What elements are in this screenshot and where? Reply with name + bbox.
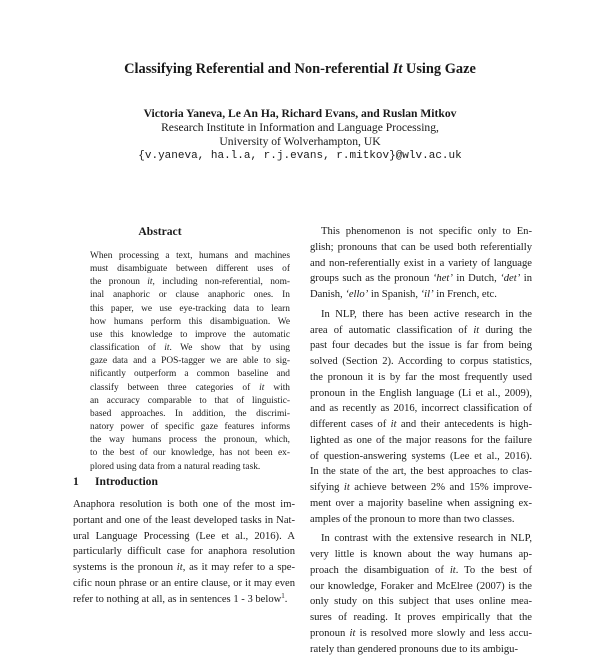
text-line <box>310 401 532 417</box>
author-emails: {v.yaneva, ha.l.a, r.j.evans, r.mitkov}@wlv.ac.uk <box>0 149 600 163</box>
text-run: particularly difficult case for anaphora resolution <box>73 546 295 557</box>
text-line <box>310 354 532 370</box>
abstract-body <box>90 250 290 474</box>
text-run: systems is the pronoun <box>73 562 177 573</box>
title-italic: It <box>393 61 403 77</box>
text-run: solved (Section 2). According to corpus statistics, <box>310 356 532 367</box>
text-line <box>90 289 290 302</box>
text-line <box>310 563 532 579</box>
text-run: sifying <box>310 482 344 493</box>
text-run: Danish, <box>310 289 345 300</box>
text-run: Anaphora resolution is both one of the most im- <box>73 499 295 510</box>
section-title: Introduction <box>95 475 158 488</box>
text-line <box>90 263 290 276</box>
text-run: in French, etc. <box>434 289 497 300</box>
text-run: . To the best of <box>456 565 532 576</box>
text-run: it <box>177 562 183 573</box>
text-line <box>310 547 532 563</box>
text-line <box>310 531 532 547</box>
text-run: an accuracy comparable to that of linguistic- <box>90 396 290 406</box>
text-line <box>90 316 290 329</box>
text-line <box>90 434 290 447</box>
paragraph <box>310 531 532 657</box>
text-run: refer to nothing at all, as in sentences 1 - 3 below <box>73 594 281 605</box>
abstract-heading: Abstract <box>90 225 230 238</box>
text-line <box>310 256 532 272</box>
text-run: pronoun in the English language (Li et al., 2009), <box>310 388 532 399</box>
text-run: classify between three categories of <box>90 383 259 393</box>
text-run: lighted as one of the major reasons for the failure <box>310 435 532 446</box>
text-run: in Dutch, <box>453 273 500 284</box>
text-run: sures of reading. It proves empirically that the <box>310 612 532 623</box>
text-run: inal anaphoric or clause anaphoric ones. In <box>90 290 290 300</box>
text-line <box>90 421 290 434</box>
text-run: with <box>264 383 290 393</box>
text-run: In contrast with the extensive research in NLP, <box>321 533 532 544</box>
text-line <box>90 329 290 342</box>
text-run: past four decades but the issue is far from being <box>310 340 532 351</box>
text-run: to the best of our knowledge, has not been ex- <box>90 448 290 458</box>
text-run: the pronoun <box>90 277 147 287</box>
text-run: natory power of specific gaze features informs <box>90 422 290 432</box>
text-line <box>310 370 532 386</box>
text-line <box>90 461 290 474</box>
text-run: and their antecedents is high- <box>397 419 532 430</box>
text-run: achieve between 2% and 15% improve- <box>350 482 532 493</box>
affiliation-line: Research Institute in Information and Language Processing, <box>0 121 600 135</box>
text-run: and non-referentially exist in a variety of language <box>310 258 532 269</box>
text-line <box>90 382 290 395</box>
text-run: ‘il’ <box>421 289 434 300</box>
text-run: 1 <box>281 592 285 600</box>
text-line <box>73 576 295 592</box>
text-line <box>310 579 532 595</box>
text-line <box>310 433 532 449</box>
text-run: and as recently as 2016, incorrect classification of <box>310 403 532 414</box>
text-line <box>310 307 532 323</box>
text-line <box>90 355 290 368</box>
section-number: 1 <box>73 475 95 488</box>
text-run: based approaches. In addition, the discrimi- <box>90 409 290 419</box>
text-run: ural Language Processing (Lee et al., 2016). A <box>73 531 295 542</box>
text-line <box>73 513 295 529</box>
text-run: of question-answering systems (Lee et al., 2016). <box>310 451 532 462</box>
text-line <box>310 386 532 402</box>
text-run: ‘het’ <box>433 273 453 284</box>
text-line <box>73 592 295 608</box>
title-text: Classifying Referential and Non-referential <box>124 61 393 77</box>
text-run: . <box>285 594 288 605</box>
text-run: , including non-referential, nom- <box>153 277 290 287</box>
text-line <box>310 480 532 496</box>
text-run: classification of <box>90 343 164 353</box>
text-line <box>90 303 290 316</box>
text-run: groups such as the pronoun <box>310 273 433 284</box>
text-line <box>90 342 290 355</box>
text-run: use this knowledge to improve the automatic <box>90 330 290 340</box>
text-line <box>90 276 290 289</box>
text-run: gaze data and a POS-tagger we are able to sig- <box>90 356 290 366</box>
paragraph <box>310 224 532 303</box>
text-run: rately than gendered pronouns due to its ambigu- <box>310 644 518 655</box>
text-run: ‘det’ <box>500 273 520 284</box>
text-run: this paper, we use eye-tracking data to learn <box>90 304 290 314</box>
text-line <box>90 368 290 381</box>
title-text-end: Using Gaze <box>402 61 476 77</box>
text-run: is resolved more slowly and less accu- <box>355 628 532 639</box>
text-run: must disambiguate between different uses of <box>90 264 290 274</box>
affiliation-line: University of Wolverhampton, UK <box>0 135 600 149</box>
text-run: it <box>259 383 264 393</box>
text-run: it <box>164 343 169 353</box>
text-line <box>90 447 290 460</box>
text-run: it <box>147 277 152 287</box>
paper-title <box>0 61 600 78</box>
text-run: plored using data from a natural reading task. <box>90 462 260 472</box>
text-run: This phenomenon is not specific only to En- <box>321 226 532 237</box>
text-line <box>73 544 295 560</box>
text-run: it <box>344 482 350 493</box>
text-line <box>310 464 532 480</box>
right-column-body <box>310 224 532 657</box>
text-run: portant and one of the least developed tasks in Nat- <box>73 515 295 526</box>
text-run: proach the disambiguation of <box>310 565 450 576</box>
text-line <box>90 395 290 408</box>
introduction-body <box>73 497 295 607</box>
text-run: in Spanish, <box>368 289 420 300</box>
text-run: glish; pronouns that can be used both referentially <box>310 242 532 253</box>
text-run: amples of the pronoun to more than two classes. <box>310 514 514 525</box>
text-line <box>310 338 532 354</box>
author-names: Victoria Yaneva, Le An Ha, Richard Evans, and Ruslan Mitkov <box>0 107 600 121</box>
text-run: ‘ello’ <box>345 289 368 300</box>
text-line <box>73 529 295 545</box>
text-run: our knowledge, Foraker and McElree (2007) is the <box>310 581 532 592</box>
text-run: different cases of <box>310 419 391 430</box>
text-line <box>310 626 532 642</box>
text-run: In NLP, there has been active research in the <box>321 309 532 320</box>
text-run: the pronoun it is by far the most frequently used <box>310 372 532 383</box>
paragraph <box>310 307 532 528</box>
text-run: In the state of the art, the best approaches to clas- <box>310 466 532 477</box>
text-line <box>310 496 532 512</box>
text-line <box>310 610 532 626</box>
text-line <box>310 512 532 528</box>
text-run: it <box>350 628 356 639</box>
text-line <box>73 497 295 513</box>
text-run: very little is known about the way humans ap- <box>310 549 532 560</box>
text-run: during the <box>479 325 532 336</box>
text-line <box>310 323 532 339</box>
text-run: it <box>450 565 456 576</box>
text-line <box>310 642 532 657</box>
text-run: only study on this subject that uses online mea- <box>310 596 532 607</box>
text-line <box>310 594 532 610</box>
text-run: the way humans process the pronoun, which, <box>90 435 290 445</box>
text-run: it <box>473 325 479 336</box>
text-line <box>310 271 532 287</box>
text-line <box>90 408 290 421</box>
text-line <box>310 287 532 303</box>
section-heading <box>73 475 158 488</box>
text-line <box>73 560 295 576</box>
author-block <box>0 107 600 163</box>
text-run: nificantly outperform a common baseline and <box>90 369 290 379</box>
text-run: it <box>391 419 397 430</box>
text-run: cific noun phrase or an entire clause, or it may even <box>73 578 295 589</box>
text-run: . We show that by using <box>170 343 291 353</box>
text-line <box>310 240 532 256</box>
text-line <box>310 449 532 465</box>
text-run: area of automatic classification of <box>310 325 473 336</box>
text-line <box>310 224 532 240</box>
text-line <box>90 250 290 263</box>
text-run: how humans perform this disambiguation. We <box>90 317 290 327</box>
text-run: pronoun <box>310 628 350 639</box>
text-run: ment over a majority baseline when assigning ex- <box>310 498 532 509</box>
text-run: in <box>520 273 532 284</box>
text-run: , as it may refer to a spe- <box>183 562 295 573</box>
text-run: When processing a text, humans and machines <box>90 251 290 261</box>
text-line <box>310 417 532 433</box>
